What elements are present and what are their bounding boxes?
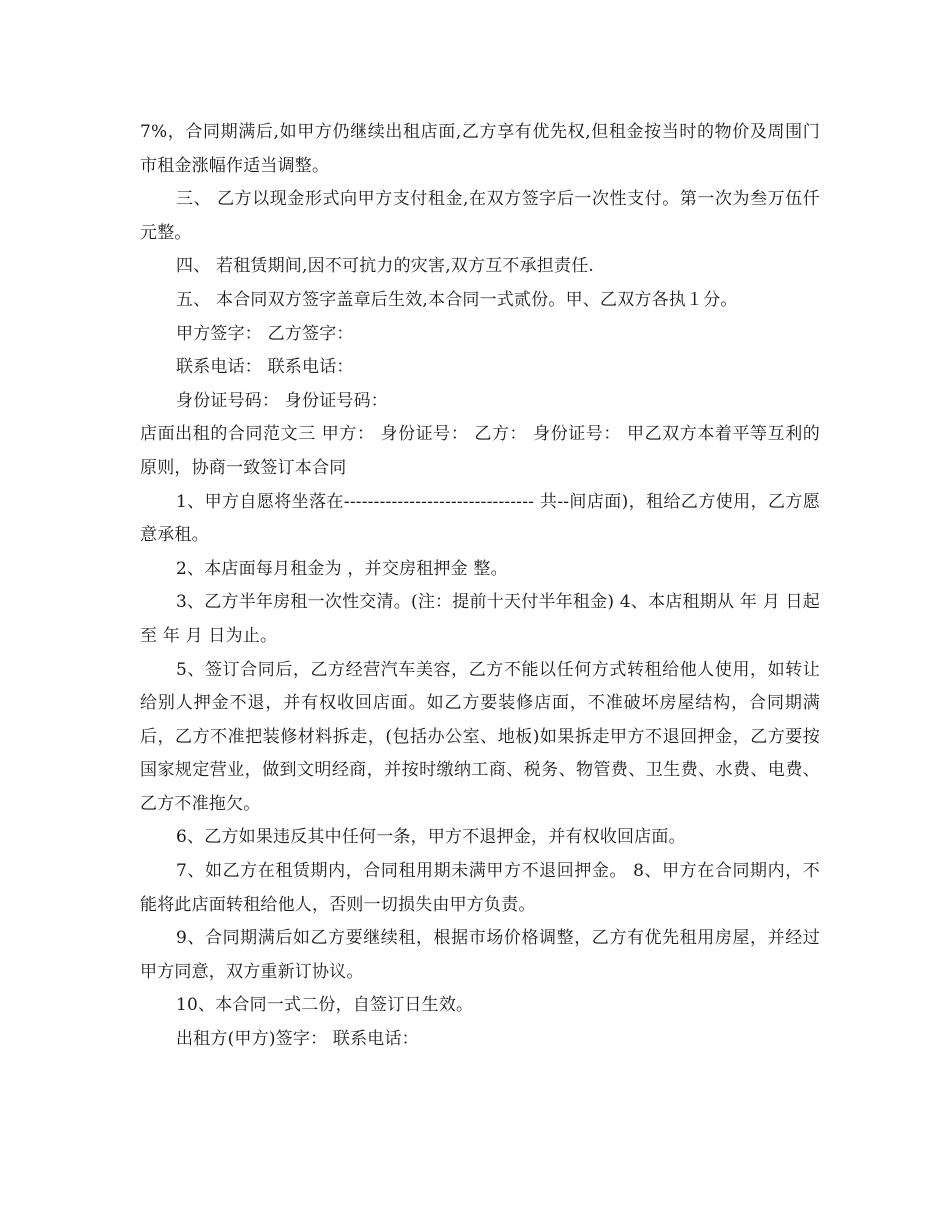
contract-three-heading: 店面出租的合同范文三 甲方： 身份证号： 乙方： 身份证号： 甲乙双方本着平等互利的原则，协商一致签订本合同 xyxy=(140,424,820,478)
paragraph-item-7: 7、如乙方在租赁期内，合同租用期未满甲方不退回押金。 8、甲方在合同期内，不能将此店面转租给他人，否则一切损失由甲方负责。 xyxy=(140,861,820,915)
paragraph-clause-3: 三、 乙方以现金形式向甲方支付租金,在双方签字后一次性支付。第一次为叁万伍仟元整。 xyxy=(140,189,820,243)
paragraph-item-5: 5、签订合同后，乙方经营汽车美容，乙方不能以任何方式转租给他人使用，如转让给别人押金不退，并有权收回店面。如乙方要装修店面，不准破坏房屋结构，合同期满后，乙方不准把装修材料拆走，(包括办公室、地板)如果拆走甲方不退回押金，乙方要按国家规定营业，做到文明经商，并按时缴纳工商、税务、物管费、卫生费、水费、电费、乙方不准拖欠。 xyxy=(140,659,820,814)
paragraph-item-6: 6、乙方如果违反其中任何一条，甲方不退押金，并有权收回店面。 xyxy=(176,827,686,848)
paragraph-clause-4: 四、 若租赁期间,因不可抗力的灾害,双方互不承担责任. xyxy=(176,256,595,277)
signature-line: 甲方签字： 乙方签字： xyxy=(176,323,354,344)
paragraph-item-2: 2、本店面每月租金为 ，并交房租押金 整。 xyxy=(176,558,508,579)
id-number-line: 身份证号码： 身份证号码： xyxy=(176,390,389,411)
paragraph-item-3: 3、乙方半年房租一次性交清。(注：提前十天付半年租金) 4、本店租期从 年 月 日起至 年 月 日为止。 xyxy=(140,592,820,646)
paragraph-item-9: 9、合同期满后如乙方要继续租，根据市场价格调整，乙方有优先租用房屋，并经过甲方同意，双方重新订协议。 xyxy=(140,928,820,982)
paragraph-item-10: 10、本合同一式二份，自签订日生效。 xyxy=(176,995,474,1016)
phone-line: 联系电话： 联系电话： xyxy=(176,357,354,378)
paragraph-item-1: 1、甲方自愿将坐落在-------------------------------- 共--间店面)，租给乙方使用，乙方愿意承租。 xyxy=(140,491,820,546)
document-body xyxy=(140,116,820,1057)
lessor-signature-line: 出租方(甲方)签字： 联系电话： xyxy=(176,1029,419,1050)
paragraph-continuation: 7%，合同期满后,如甲方仍继续出租店面,乙方享有优先权,但租金按当时的物价及周围门市租金涨幅作适当调整。 xyxy=(140,122,820,176)
paragraph-clause-5: 五、 本合同双方签字盖章后生效,本合同一式贰份。甲、乙双方各执１分。 xyxy=(176,289,738,310)
